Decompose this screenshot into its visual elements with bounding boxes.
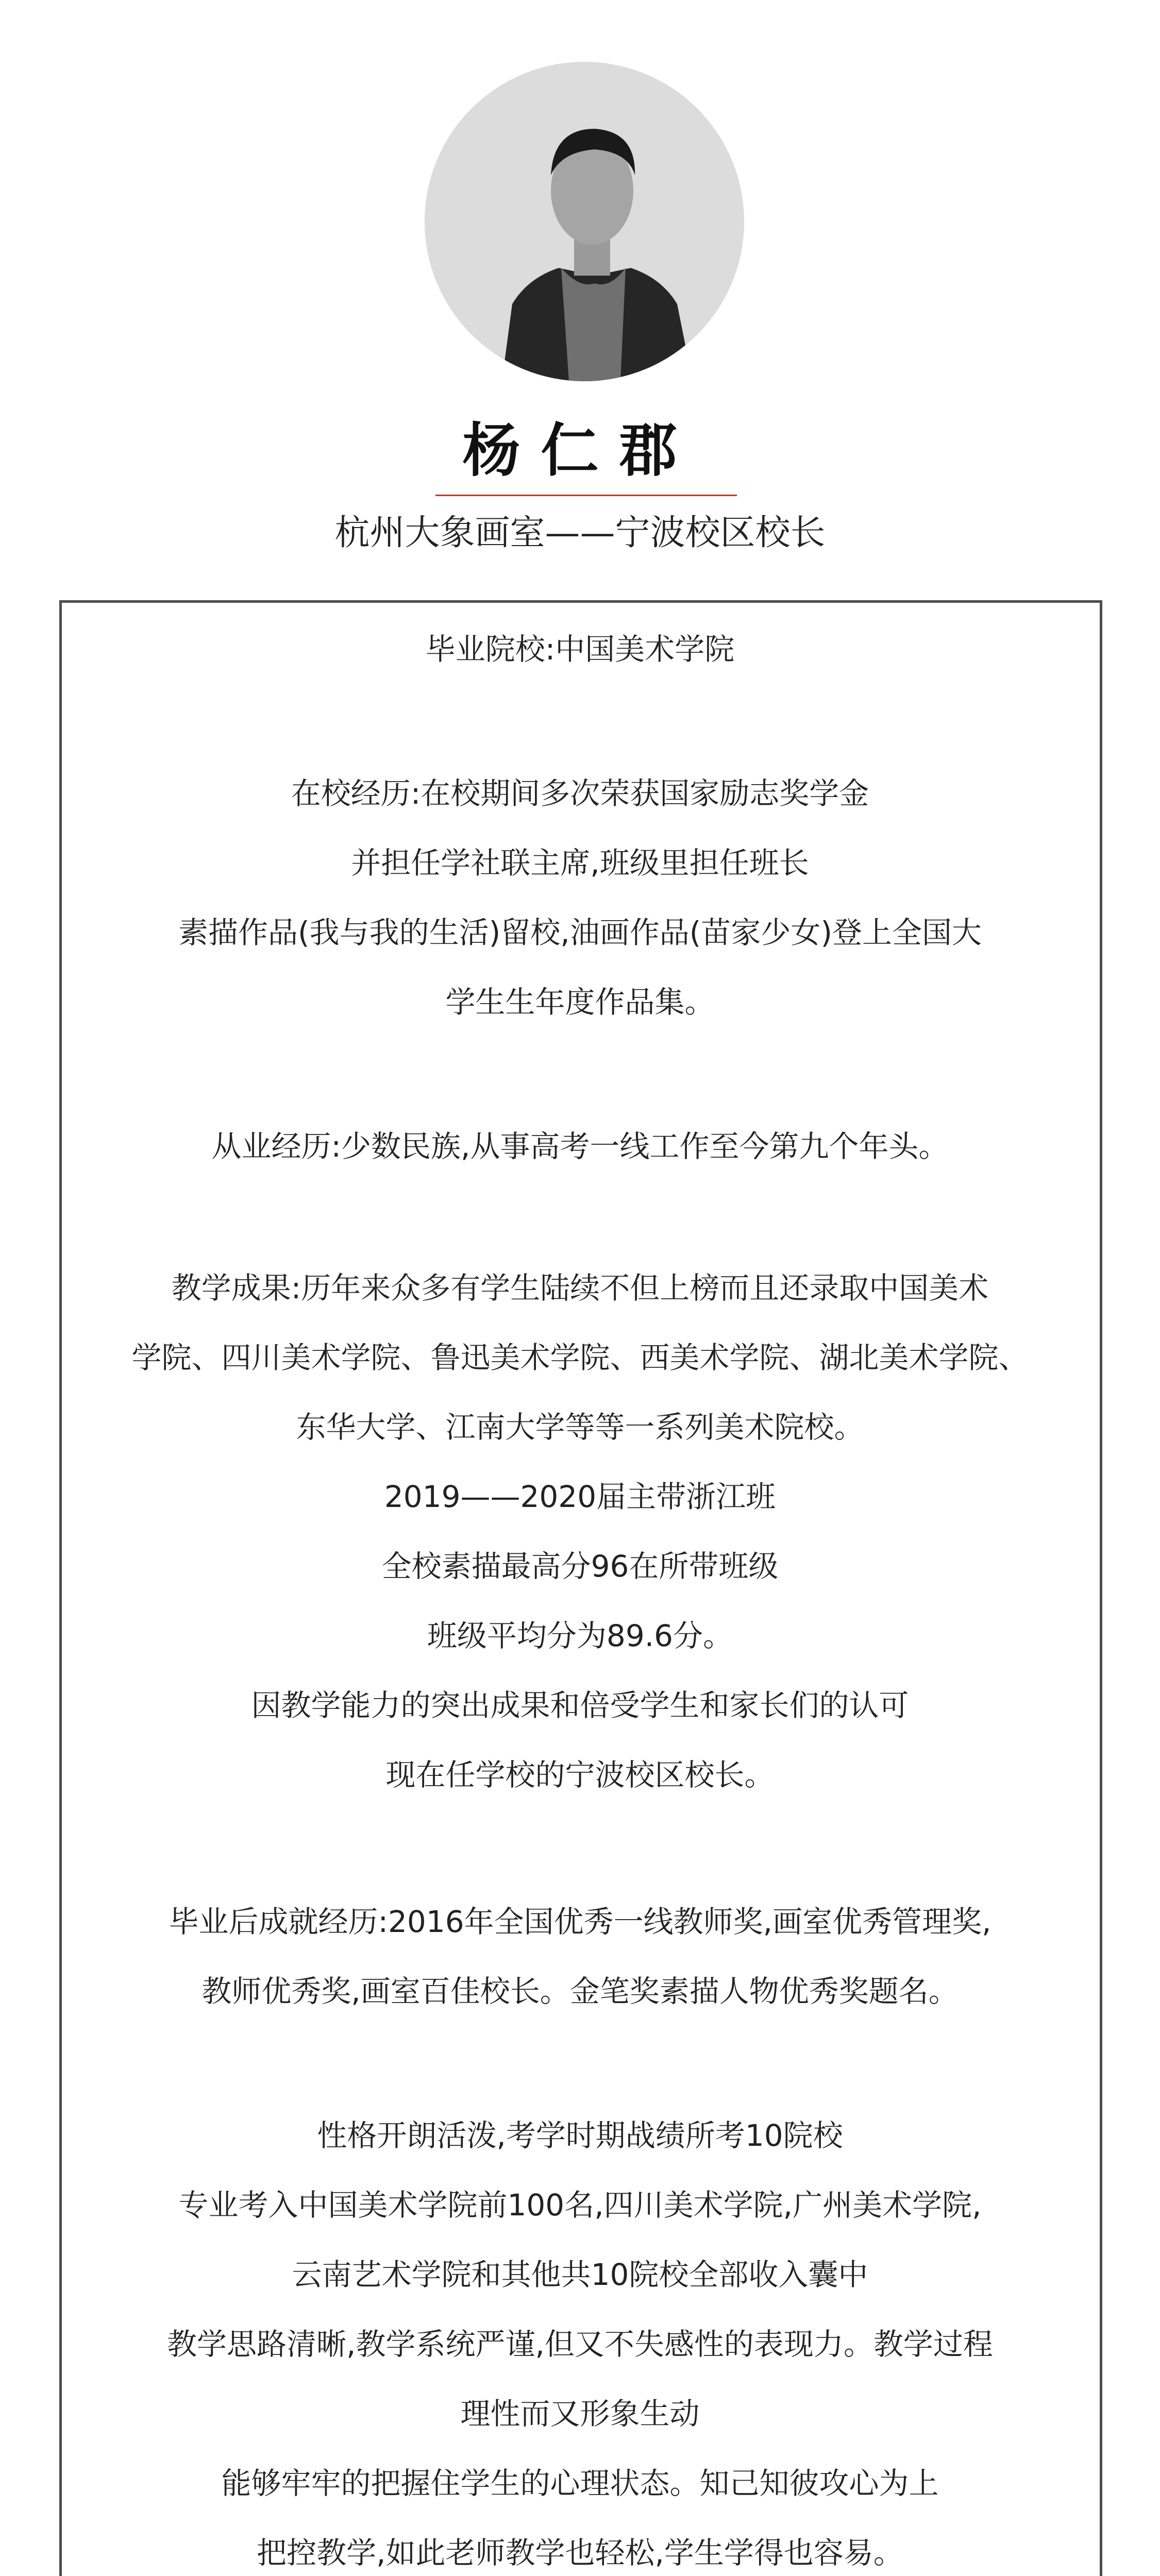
bio-line-school-experience: 在校经历:在校期间多次荣获国家励志奖学金: [291, 776, 869, 811]
profile-name: 杨仁郡: [462, 417, 698, 484]
bio-line-artworks-cont: 学生生年度作品集。: [445, 985, 715, 1020]
profile-subtitle: 杭州大象画室——宁波校区校长: [334, 513, 826, 553]
avatar: [425, 62, 744, 381]
bio-line-teaching-style-cont: 理性而又形象生动: [460, 2396, 700, 2431]
bio-line-current-position: 现在任学校的宁波校区校长。: [385, 1757, 775, 1792]
bio-line-admissions-cont: 云南艺术学院和其他共10院校全部收入囊中: [292, 2257, 868, 2292]
bio-line-top-score: 全校素描最高分96在所带班级: [381, 1549, 779, 1584]
bio-line-recognition: 因教学能力的突出成果和倍受学生和家长们的认可: [251, 1688, 909, 1723]
bio-line-teaching-style: 教学思路清晰,教学系统严谨,但又不失感性的表现力。教学过程: [167, 2327, 993, 2362]
bio-line-awards: 毕业后成就经历:2016年全国优秀一线教师奖,画室优秀管理奖,: [169, 1904, 991, 1939]
bio-line-admissions: 专业考入中国美术学院前100名,四川美术学院,广州美术学院,: [178, 2188, 982, 2223]
bio-line-teaching-control: 把控教学,如此老师教学也轻松,学生学得也容易。: [257, 2535, 903, 2570]
bio-line-personality: 性格开朗活泼,考学时期战绩所考10院校: [317, 2118, 843, 2153]
bio-line-graduated-school: 毕业院校:中国美术学院: [425, 632, 735, 667]
bio-line-class-average: 班级平均分为89.6分。: [427, 1618, 733, 1653]
bio-line-awards-cont: 教师优秀奖,画室百佳校长。金笔奖素描人物优秀奖题名。: [201, 1974, 959, 2009]
bio-line-school-roles: 并担任学社联主席,班级里担任班长: [351, 845, 809, 880]
bio-line-class-years: 2019——2020届主带浙江班: [384, 1479, 776, 1514]
bio-line-career: 从业经历:少数民族,从事高考一线工作至今第九个年头。: [211, 1129, 949, 1164]
bio-line-achievements: 教学成果:历年来众多有学生陆续不但上榜而且还录取中国美术: [171, 1270, 989, 1306]
bio-line-student-psychology: 能够牢牢的把握住学生的心理状态。知己知彼攻心为上: [221, 2466, 939, 2501]
name-underline: [435, 495, 737, 496]
bio-line-achievements-schools: 学院、四川美术学院、鲁迅美术学院、西美术学院、湖北美术学院、: [131, 1340, 1029, 1375]
bio-line-achievements-schools-cont: 东华大学、江南大学等等一系列美术院校。: [296, 1410, 864, 1445]
bio-line-artworks: 素描作品(我与我的生活)留校,油画作品(苗家少女)登上全国大: [178, 915, 982, 950]
